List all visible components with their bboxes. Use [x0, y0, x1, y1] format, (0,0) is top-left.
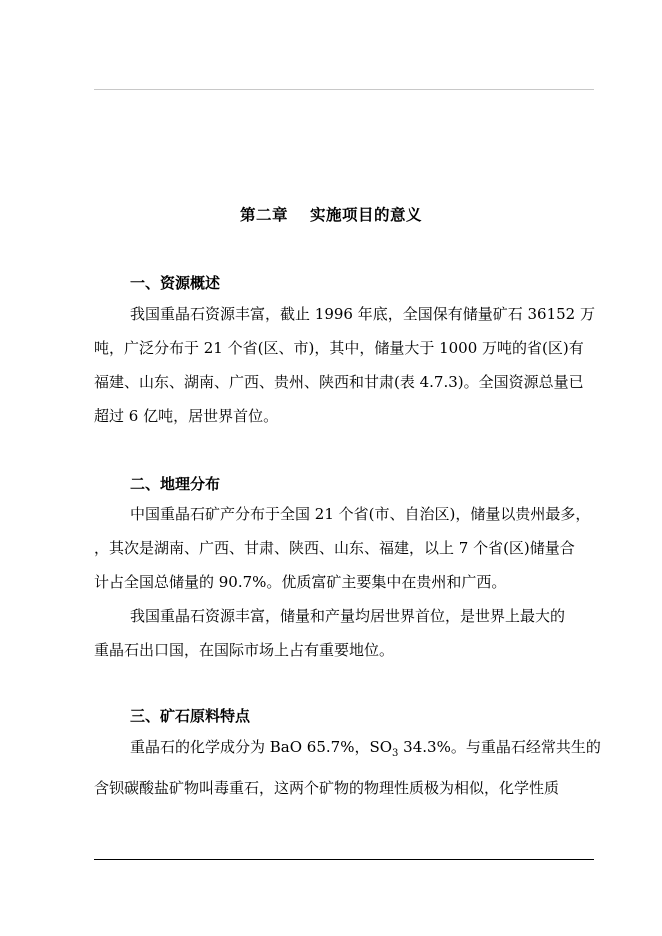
text-line: 我国重晶石资源丰富，储量和产量均居世界首位，是世界上最大的	[130, 607, 566, 625]
text-line: 超过 6 亿吨，居世界首位。	[94, 407, 279, 425]
text-segment: 重晶石的化学成分为 BaO 65.7%，SO	[130, 738, 393, 756]
text-line: 重晶石出口国，在国际市场上占有重要地位。	[94, 641, 395, 659]
paragraph	[94, 297, 594, 433]
text-line: 我国重晶石资源丰富，截止 1996 年底，全国保有储量矿石 36152 万	[130, 305, 595, 323]
text-line: 计占全国总储量的 90.7%。优质富矿主要集中在贵州和广西。	[94, 573, 507, 591]
header-rule	[94, 89, 594, 90]
paragraph	[94, 730, 601, 805]
section-heading-resources: 一、资源概述	[130, 274, 221, 292]
text-line: 福建、山东、湖南、广西、贵州、陕西和甘肃(表 4.7.3)。全国资源总量已	[94, 373, 584, 391]
paragraph	[94, 497, 594, 667]
footer-rule	[94, 859, 594, 860]
subscript: 3	[392, 748, 399, 759]
text-line: 含钡碳酸盐矿物叫毒重石，这两个矿物的物理性质极为相似，化学性质	[94, 779, 560, 797]
section-heading-ore-features: 三、矿石原料特点	[130, 707, 251, 725]
section-heading-distribution: 二、地理分布	[130, 475, 221, 493]
chapter-title: 第二章 实施项目的意义	[240, 205, 422, 224]
text-line	[94, 730, 601, 771]
text-line: 吨，广泛分布于 21 个省(区、市)，其中，储量大于 1000 万吨的省(区)有	[94, 339, 584, 357]
text-line: 中国重晶石矿产分布于全国 21 个省(市、自治区)，储量以贵州最多，	[130, 505, 591, 523]
text-segment: 34.3%。与重晶石经常共生的	[398, 738, 601, 756]
text-line: ，其次是湖南、广西、甘肃、陕西、山东、福建，以上 7 个省(区)储量合	[94, 539, 575, 557]
